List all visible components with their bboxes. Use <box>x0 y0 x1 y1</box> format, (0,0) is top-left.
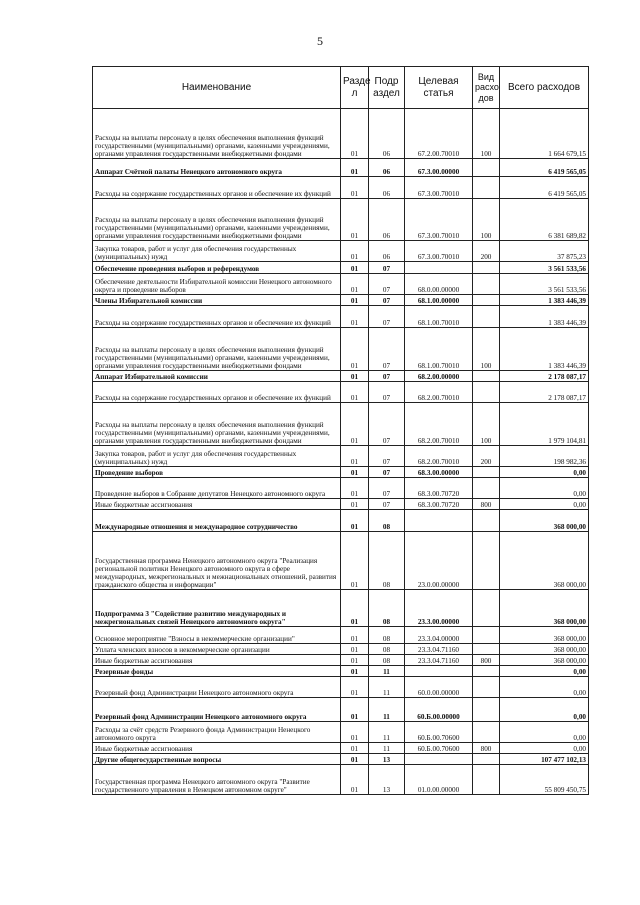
row-name: Члены Избирательной комиссии <box>93 295 341 306</box>
row-name: Международные отношения и международное сотрудничество <box>93 510 341 532</box>
row-podrazdel: 11 <box>369 666 405 677</box>
row-razdel: 01 <box>341 644 369 655</box>
row-expense-type <box>473 371 500 382</box>
row-expense-type <box>473 478 500 499</box>
table-row <box>93 743 589 754</box>
row-target-article: 23.3.00.00000 <box>405 590 473 627</box>
row-target-article: 23.3.04.71160 <box>405 655 473 666</box>
table-row <box>93 403 589 446</box>
row-target-article: 68.2.00.70010 <box>405 382 473 403</box>
row-target-article: 68.1.00.00000 <box>405 295 473 306</box>
row-name: Расходы на содержание государственных органов и обеспечение их функций <box>93 382 341 403</box>
row-total: 368 000,00 <box>500 590 589 627</box>
table-row <box>93 499 589 510</box>
row-podrazdel: 11 <box>369 722 405 743</box>
row-podrazdel: 07 <box>369 371 405 382</box>
row-podrazdel: 08 <box>369 532 405 590</box>
table-row <box>93 109 589 159</box>
table-row <box>93 666 589 677</box>
table-row <box>93 722 589 743</box>
row-total: 3 561 533,56 <box>500 274 589 295</box>
page-number: 5 <box>317 34 323 48</box>
row-target-article: 68.1.00.70010 <box>405 306 473 328</box>
row-total: 1 383 446,39 <box>500 295 589 306</box>
header-razdel: Разде л <box>341 67 369 109</box>
table-row <box>93 765 589 795</box>
row-target-article: 67.3.00.70010 <box>405 199 473 241</box>
row-razdel: 01 <box>341 590 369 627</box>
row-total: 368 000,00 <box>500 644 589 655</box>
row-target-article: 60.Б.00.00000 <box>405 698 473 722</box>
table-row <box>93 510 589 532</box>
row-razdel: 01 <box>341 262 369 274</box>
table-row <box>93 467 589 478</box>
row-name: Расходы на выплаты персоналу в целях обеспечения выполнения функций государственными (муниципальными) органами, казенными учреждениями, органами управления государственными внебюджетными фондами <box>93 199 341 241</box>
row-podrazdel: 08 <box>369 510 405 532</box>
row-razdel: 01 <box>341 109 369 159</box>
row-expense-type <box>473 698 500 722</box>
table-row <box>93 159 589 177</box>
row-total: 0,00 <box>500 698 589 722</box>
row-podrazdel: 13 <box>369 754 405 765</box>
row-total: 37 875,23 <box>500 241 589 262</box>
row-expense-type <box>473 722 500 743</box>
row-target-article: 68.1.00.70010 <box>405 328 473 371</box>
row-expense-type <box>473 590 500 627</box>
row-total: 0,00 <box>500 666 589 677</box>
row-total: 0,00 <box>500 677 589 698</box>
row-podrazdel: 07 <box>369 306 405 328</box>
row-name: Обеспечение проведения выборов и референдумов <box>93 262 341 274</box>
row-podrazdel: 08 <box>369 627 405 644</box>
row-expense-type <box>473 677 500 698</box>
row-razdel: 01 <box>341 371 369 382</box>
table-body <box>93 109 589 795</box>
row-razdel: 01 <box>341 446 369 467</box>
row-expense-type: 100 <box>473 328 500 371</box>
row-name: Закупка товаров, работ и услуг для обеспечения государственных (муниципальных) нужд <box>93 241 341 262</box>
row-target-article: 60.Б.00.70600 <box>405 722 473 743</box>
row-razdel: 01 <box>341 666 369 677</box>
row-total: 368 000,00 <box>500 655 589 666</box>
row-expense-type <box>473 765 500 795</box>
row-total: 0,00 <box>500 478 589 499</box>
table-row <box>93 532 589 590</box>
row-razdel: 01 <box>341 159 369 177</box>
row-podrazdel: 11 <box>369 698 405 722</box>
row-podrazdel: 07 <box>369 478 405 499</box>
row-expense-type <box>473 274 500 295</box>
row-total: 198 982,36 <box>500 446 589 467</box>
row-razdel: 01 <box>341 328 369 371</box>
row-podrazdel: 06 <box>369 177 405 199</box>
row-razdel: 01 <box>341 510 369 532</box>
row-expense-type <box>473 627 500 644</box>
row-razdel: 01 <box>341 627 369 644</box>
row-razdel: 01 <box>341 722 369 743</box>
row-name: Уплата членских взносов в некоммерческие организации <box>93 644 341 655</box>
row-target-article <box>405 754 473 765</box>
row-razdel: 01 <box>341 295 369 306</box>
table-row <box>93 306 589 328</box>
row-target-article <box>405 510 473 532</box>
row-total: 3 561 533,56 <box>500 262 589 274</box>
row-total: 1 664 679,15 <box>500 109 589 159</box>
row-expense-type: 100 <box>473 109 500 159</box>
table-row <box>93 262 589 274</box>
row-name: Резервные фонды <box>93 666 341 677</box>
row-razdel: 01 <box>341 754 369 765</box>
row-expense-type <box>473 306 500 328</box>
row-total: 2 178 087,17 <box>500 382 589 403</box>
row-podrazdel: 11 <box>369 743 405 754</box>
row-total: 6 419 565,05 <box>500 159 589 177</box>
row-expense-type: 800 <box>473 499 500 510</box>
row-expense-type <box>473 177 500 199</box>
header-row <box>93 67 589 109</box>
row-target-article: 60.0.00.00000 <box>405 677 473 698</box>
row-name: Аппарат Избирательной комиссии <box>93 371 341 382</box>
row-target-article: 67.3.00.70010 <box>405 177 473 199</box>
row-total: 368 000,00 <box>500 510 589 532</box>
row-razdel: 01 <box>341 698 369 722</box>
row-expense-type: 200 <box>473 446 500 467</box>
row-name: Расходы на выплаты персоналу в целях обеспечения выполнения функций государственными (муниципальными) органами, казенными учреждениями, органами управления государственными внебюджетными фондами <box>93 403 341 446</box>
row-name: Закупка товаров, работ и услуг для обеспечения государственных (муниципальных) нужд <box>93 446 341 467</box>
row-name: Расходы на выплаты персоналу в целях обеспечения выполнения функций государственными (муниципальными) органами, казенными учреждениями, органами управления государственными внебюджетными фондами <box>93 109 341 159</box>
row-podrazdel: 07 <box>369 446 405 467</box>
row-target-article: 68.2.00.70010 <box>405 403 473 446</box>
row-target-article: 67.3.00.70010 <box>405 241 473 262</box>
table-row <box>93 382 589 403</box>
table-row <box>93 655 589 666</box>
table-row <box>93 199 589 241</box>
row-total: 0,00 <box>500 722 589 743</box>
row-expense-type <box>473 754 500 765</box>
row-podrazdel: 06 <box>369 159 405 177</box>
row-razdel: 01 <box>341 655 369 666</box>
row-name: Проведение выборов <box>93 467 341 478</box>
row-razdel: 01 <box>341 382 369 403</box>
row-target-article: 67.2.00.70010 <box>405 109 473 159</box>
row-name: Другие общегосударственные вопросы <box>93 754 341 765</box>
row-podrazdel: 08 <box>369 590 405 627</box>
row-expense-type <box>473 262 500 274</box>
row-razdel: 01 <box>341 478 369 499</box>
row-expense-type: 800 <box>473 743 500 754</box>
row-name: Расходы на содержание государственных органов и обеспечение их функций <box>93 306 341 328</box>
row-target-article: 60.Б.00.70600 <box>405 743 473 754</box>
table-row <box>93 627 589 644</box>
row-name: Иные бюджетные ассигнования <box>93 743 341 754</box>
row-expense-type: 100 <box>473 403 500 446</box>
row-podrazdel: 13 <box>369 765 405 795</box>
table-row <box>93 446 589 467</box>
row-name: Государственная программа Ненецкого автономного округа "Развитие государственного управления в Ненецком автономном округе" <box>93 765 341 795</box>
header-expense-type: Вид расхо дов <box>473 67 500 109</box>
row-name: Государственная программа Ненецкого автономного округа "Реализация региональной политики Ненецкого автономного округа в сфере международных, межрегиональных и межнациональных отношений, развития гражданского общества и информации" <box>93 532 341 590</box>
row-name: Расходы на содержание государственных органов и обеспечение их функций <box>93 177 341 199</box>
table-row <box>93 328 589 371</box>
row-target-article: 68.0.00.00000 <box>405 274 473 295</box>
row-razdel: 01 <box>341 403 369 446</box>
row-expense-type <box>473 510 500 532</box>
row-expense-type: 100 <box>473 199 500 241</box>
row-expense-type <box>473 382 500 403</box>
row-podrazdel: 07 <box>369 403 405 446</box>
row-podrazdel: 07 <box>369 295 405 306</box>
row-podrazdel: 07 <box>369 274 405 295</box>
row-total: 1 979 104,81 <box>500 403 589 446</box>
table-row <box>93 590 589 627</box>
header-name: Наименование <box>93 67 341 109</box>
row-expense-type <box>473 644 500 655</box>
row-total: 2 178 087,17 <box>500 371 589 382</box>
row-expense-type <box>473 666 500 677</box>
row-razdel: 01 <box>341 306 369 328</box>
row-podrazdel: 06 <box>369 109 405 159</box>
row-total: 1 383 446,39 <box>500 328 589 371</box>
row-expense-type: 800 <box>473 655 500 666</box>
row-total: 0,00 <box>500 499 589 510</box>
row-target-article: 23.3.04.00000 <box>405 627 473 644</box>
row-expense-type <box>473 295 500 306</box>
row-name: Основное мероприятие "Взносы в некоммерческие организации" <box>93 627 341 644</box>
row-target-article: 68.3.00.70720 <box>405 499 473 510</box>
row-target-article <box>405 262 473 274</box>
row-expense-type: 200 <box>473 241 500 262</box>
row-podrazdel: 07 <box>369 328 405 371</box>
row-total: 107 477 102,13 <box>500 754 589 765</box>
row-total: 368 000,00 <box>500 627 589 644</box>
row-podrazdel: 07 <box>369 467 405 478</box>
row-razdel: 01 <box>341 241 369 262</box>
table-row <box>93 754 589 765</box>
row-total: 0,00 <box>500 743 589 754</box>
header-total: Всего расходов <box>500 67 589 109</box>
table-row <box>93 698 589 722</box>
row-razdel: 01 <box>341 499 369 510</box>
row-razdel: 01 <box>341 467 369 478</box>
header-target-article: Целевая статья <box>405 67 473 109</box>
row-total: 6 419 565,05 <box>500 177 589 199</box>
row-podrazdel: 06 <box>369 199 405 241</box>
row-podrazdel: 11 <box>369 677 405 698</box>
row-podrazdel: 08 <box>369 644 405 655</box>
row-razdel: 01 <box>341 177 369 199</box>
row-total: 1 383 446,39 <box>500 306 589 328</box>
table-row <box>93 371 589 382</box>
row-podrazdel: 08 <box>369 655 405 666</box>
row-target-article: 68.2.00.70010 <box>405 446 473 467</box>
table-row <box>93 177 589 199</box>
row-target-article <box>405 666 473 677</box>
row-razdel: 01 <box>341 199 369 241</box>
row-name: Подпрограмма 3 "Содействие развитию международных и межрегиональных связей Ненецкого автономного округа" <box>93 590 341 627</box>
row-name: Проведение выборов в Собрание депутатов Ненецкого автономного округа <box>93 478 341 499</box>
row-total: 6 381 689,82 <box>500 199 589 241</box>
row-target-article: 67.3.00.00000 <box>405 159 473 177</box>
row-total: 0,00 <box>500 467 589 478</box>
row-expense-type <box>473 467 500 478</box>
row-target-article: 01.0.00.00000 <box>405 765 473 795</box>
row-razdel: 01 <box>341 765 369 795</box>
table-row <box>93 677 589 698</box>
budget-table <box>92 66 589 795</box>
row-podrazdel: 06 <box>369 241 405 262</box>
row-podrazdel: 07 <box>369 382 405 403</box>
table-row <box>93 241 589 262</box>
row-expense-type <box>473 532 500 590</box>
row-name: Расходы за счёт средств Резервного фонда Администрации Ненецкого автономного округа <box>93 722 341 743</box>
table-row <box>93 274 589 295</box>
row-total: 368 000,00 <box>500 532 589 590</box>
table-row <box>93 478 589 499</box>
row-expense-type <box>473 159 500 177</box>
row-razdel: 01 <box>341 677 369 698</box>
row-target-article: 23.0.00.00000 <box>405 532 473 590</box>
row-name: Расходы на выплаты персоналу в целях обеспечения выполнения функций государственными (муниципальными) органами, казенными учреждениями, органами управления государственными внебюджетными фондами <box>93 328 341 371</box>
table-row <box>93 644 589 655</box>
row-razdel: 01 <box>341 743 369 754</box>
row-target-article: 68.3.00.70720 <box>405 478 473 499</box>
row-podrazdel: 07 <box>369 499 405 510</box>
row-razdel: 01 <box>341 532 369 590</box>
header-podrazdel: Подр аздел <box>369 67 405 109</box>
row-name: Резервный фонд Администрации Ненецкого автономного округа <box>93 677 341 698</box>
row-razdel: 01 <box>341 274 369 295</box>
row-name: Аппарат Счётной палаты Ненецкого автономного округа <box>93 159 341 177</box>
row-name: Обеспечение деятельности Избирательной комиссии Ненецкого автономного округа и проведение выборов <box>93 274 341 295</box>
row-total: 55 809 450,75 <box>500 765 589 795</box>
row-name: Иные бюджетные ассигнования <box>93 655 341 666</box>
row-podrazdel: 07 <box>369 262 405 274</box>
row-target-article: 68.2.00.00000 <box>405 371 473 382</box>
row-target-article: 23.3.04.71160 <box>405 644 473 655</box>
row-name: Резервный фонд Администрации Ненецкого автономного округа <box>93 698 341 722</box>
row-name: Иные бюджетные ассигнования <box>93 499 341 510</box>
table-row <box>93 295 589 306</box>
row-target-article: 68.3.00.00000 <box>405 467 473 478</box>
